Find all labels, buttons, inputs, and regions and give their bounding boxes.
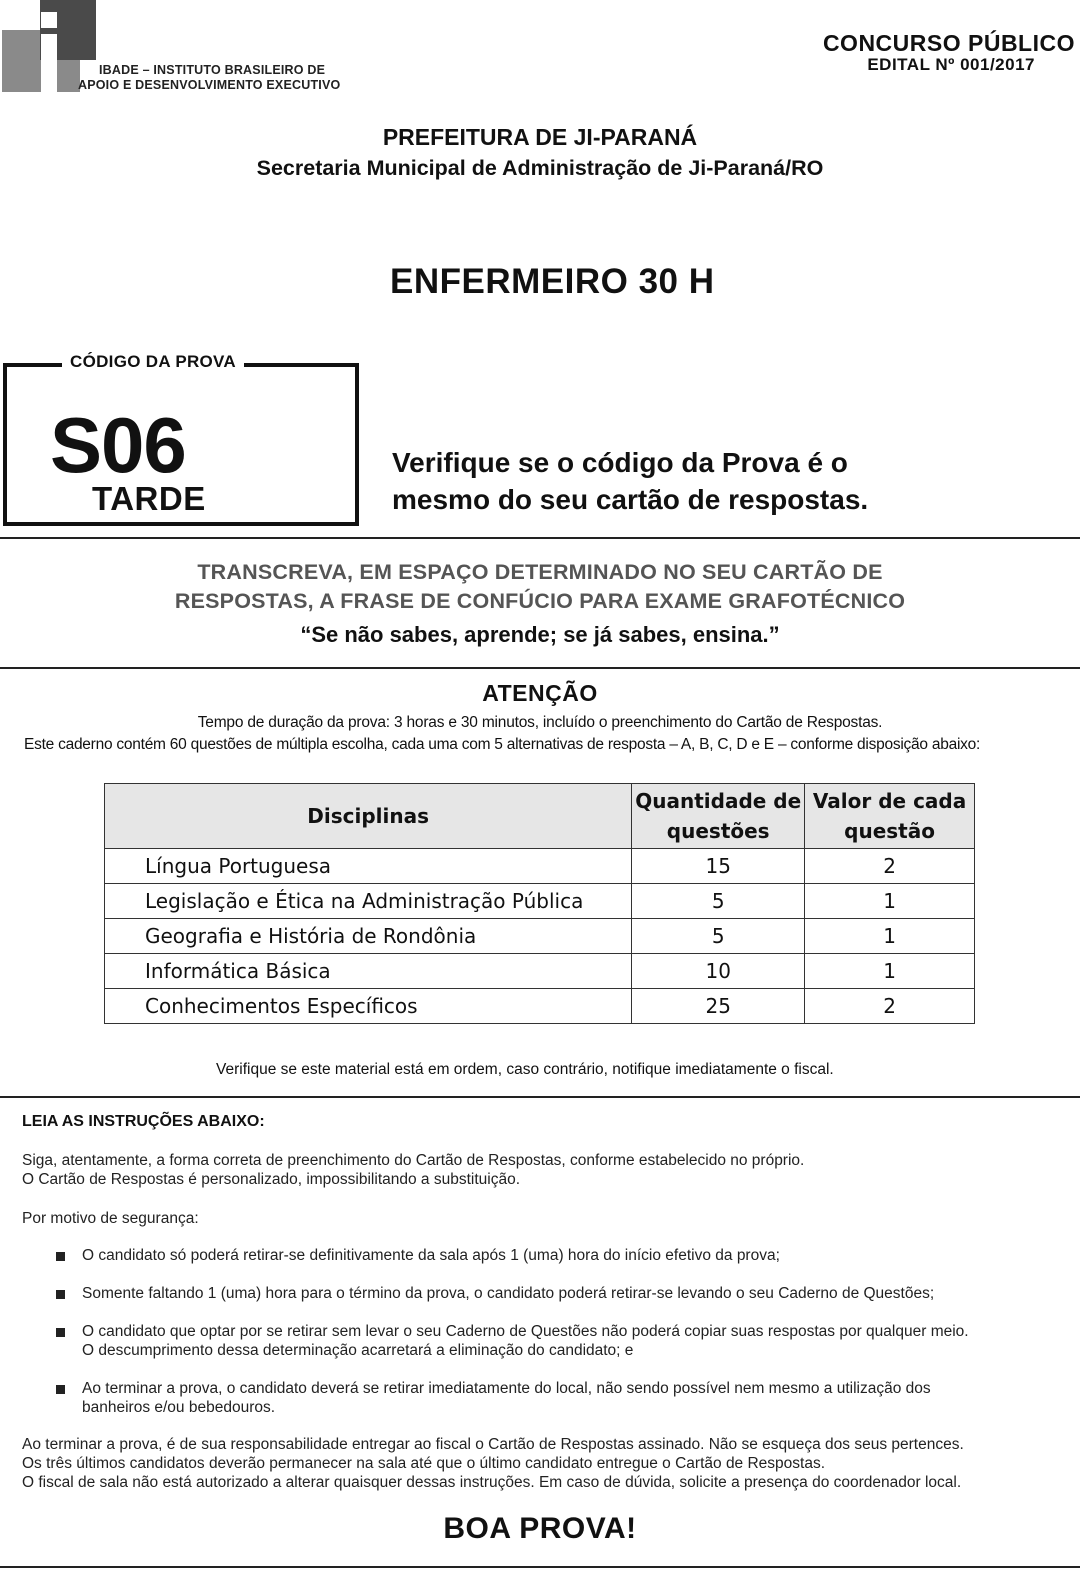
question-value: 1 <box>805 919 975 954</box>
header-value <box>805 784 975 849</box>
confucius-quote: “Se não sabes, aprende; se já sabes, ensina.” <box>300 622 780 647</box>
bullet-line: O descumprimento dessa determinação acarretará a eliminação do candidato; e <box>82 1342 634 1359</box>
discipline-name: Língua Portuguesa <box>105 849 632 884</box>
concurso-title: CONCURSO PÚBLICO <box>822 30 1075 56</box>
discipline-name: Informática Básica <box>105 954 632 989</box>
organization-department: Secretaria Municipal de Administração de Ji-Paraná/RO <box>256 156 824 180</box>
bullet-text <box>82 1379 1062 1417</box>
question-quantity: 15 <box>632 849 805 884</box>
attention-duration: Tempo de duração da prova: 3 horas e 30 minutos, incluído o preenchimento do Cartão de Respostas. <box>197 714 883 731</box>
bullet-square-icon <box>56 1385 65 1394</box>
security-intro: Por motivo de segurança: <box>22 1210 199 1227</box>
bullet-square-icon <box>56 1328 65 1337</box>
discipline-name: Legislação e Ética na Administração Pública <box>105 884 632 919</box>
question-quantity: 5 <box>632 884 805 919</box>
question-value: 2 <box>805 849 975 884</box>
exam-shift: TARDE <box>92 480 206 517</box>
header-quantity-line-2: questões <box>666 819 770 843</box>
table-row <box>105 954 975 989</box>
question-quantity: 5 <box>632 919 805 954</box>
institute-line-2: APOIO E DESENVOLVIMENTO EXECUTIVO <box>78 78 341 92</box>
question-value: 1 <box>805 884 975 919</box>
organization-name: PREFEITURA DE JI-PARANÁ <box>382 124 698 150</box>
instructions-title: LEIA AS INSTRUÇÕES ABAIXO: <box>22 1113 265 1130</box>
divider <box>0 667 1080 669</box>
header-discipline: Disciplinas <box>105 784 632 849</box>
verify-code-notice <box>392 444 868 518</box>
instruction-line: Siga, atentamente, a forma correta de preenchimento do Cartão de Respostas, conforme estabelecido no próprio. <box>22 1152 805 1169</box>
header-quantity-line-1: Quantidade de <box>635 789 802 813</box>
instruction-line: Os três últimos candidatos deverão permanecer na sala até que o último candidato entregue o Cartão de Respostas. <box>22 1455 826 1472</box>
organization <box>0 122 1080 184</box>
table-row <box>105 849 975 884</box>
question-quantity: 25 <box>632 989 805 1024</box>
table-header-row <box>105 784 975 849</box>
divider <box>0 1096 1080 1098</box>
bullet-text <box>82 1246 1062 1265</box>
instruction-line: O Cartão de Respostas é personalizado, impossibilitando a substituição. <box>22 1171 520 1188</box>
bullet-square-icon <box>56 1290 65 1299</box>
transcription-instruction <box>0 558 1080 616</box>
position-title: ENFERMEIRO 30 H <box>390 262 715 301</box>
bullet-line: Ao terminar a prova, o candidato deverá se retirar imediatamente do local, não sendo possível nem mesmo a utilização dos <box>82 1380 931 1397</box>
question-value: 2 <box>805 989 975 1024</box>
bullet-line: O candidato só poderá retirar-se definitivamente da sala após 1 (uma) hora do início efetivo da prova; <box>82 1247 780 1264</box>
question-quantity: 10 <box>632 954 805 989</box>
check-material-notice: Verifique se este material está em ordem, caso contrário, notifique imediatamente o fiscal. <box>216 1061 834 1078</box>
table-row <box>105 884 975 919</box>
instruction-line: Ao terminar a prova, é de sua responsabilidade entregar ao fiscal o Cartão de Respostas assinado. Não se esqueça dos seus pertences. <box>22 1436 964 1453</box>
bullet-line: banheiros e/ou bebedouros. <box>82 1399 276 1416</box>
verify-line-1: Verifique se o código da Prova é o <box>392 447 848 478</box>
instructions-final <box>22 1435 964 1492</box>
edital-number: EDITAL Nº 001/2017 <box>867 55 1035 74</box>
bullet-text <box>82 1322 1062 1360</box>
discipline-name: Conhecimentos Específicos <box>105 989 632 1024</box>
transcription-line-1: TRANSCREVA, EM ESPAÇO DETERMINADO NO SEU CARTÃO DE <box>197 560 883 584</box>
closing-message: BOA PROVA! <box>443 1512 637 1545</box>
attention-questions: Este caderno contém 60 questões de múltipla escolha, cada uma com 5 alternativas de resposta – A, B, C, D e E – conforme disposição abaixo: <box>24 736 981 753</box>
divider <box>0 1566 1080 1568</box>
bullet-square-icon <box>56 1252 65 1261</box>
instructions-paragraph-1 <box>22 1151 804 1189</box>
instruction-line: O fiscal de sala não está autorizado a alterar quaisquer dessas instruções. Em caso de dúvida, solicite a presença do coordenador local. <box>22 1474 962 1491</box>
bullet-line: Somente faltando 1 (uma) hora para o término da prova, o candidato poderá retirar-se levando o seu Caderno de Questões; <box>82 1285 935 1302</box>
table-row <box>105 919 975 954</box>
bullet-line: O candidato que optar por se retirar sem levar o seu Caderno de Questões não poderá copiar suas respostas por qualquer meio. <box>82 1323 969 1340</box>
header-value-line-2: questão <box>844 819 935 843</box>
bullet-text <box>82 1284 1062 1303</box>
header-quantity <box>632 784 805 849</box>
divider <box>0 537 1080 539</box>
transcription-line-2: RESPOSTAS, A FRASE DE CONFÚCIO PARA EXAME GRAFOTÉCNICO <box>174 589 906 613</box>
table-row <box>105 989 975 1024</box>
concurso-header <box>823 32 1075 76</box>
institute-name <box>78 63 340 93</box>
exam-code-label: CÓDIGO DA PROVA <box>62 352 244 372</box>
header-value-line-1: Valor de cada <box>812 789 967 813</box>
question-value: 1 <box>805 954 975 989</box>
exam-code: S06 <box>50 401 186 489</box>
discipline-name: Geografia e História de Rondônia <box>105 919 632 954</box>
attention-title: ATENÇÃO <box>482 680 598 706</box>
disciplines-table <box>104 783 975 1024</box>
verify-line-2: mesmo do seu cartão de respostas. <box>392 484 869 515</box>
institute-line-1: IBADE – INSTITUTO BRASILEIRO DE <box>99 63 326 77</box>
